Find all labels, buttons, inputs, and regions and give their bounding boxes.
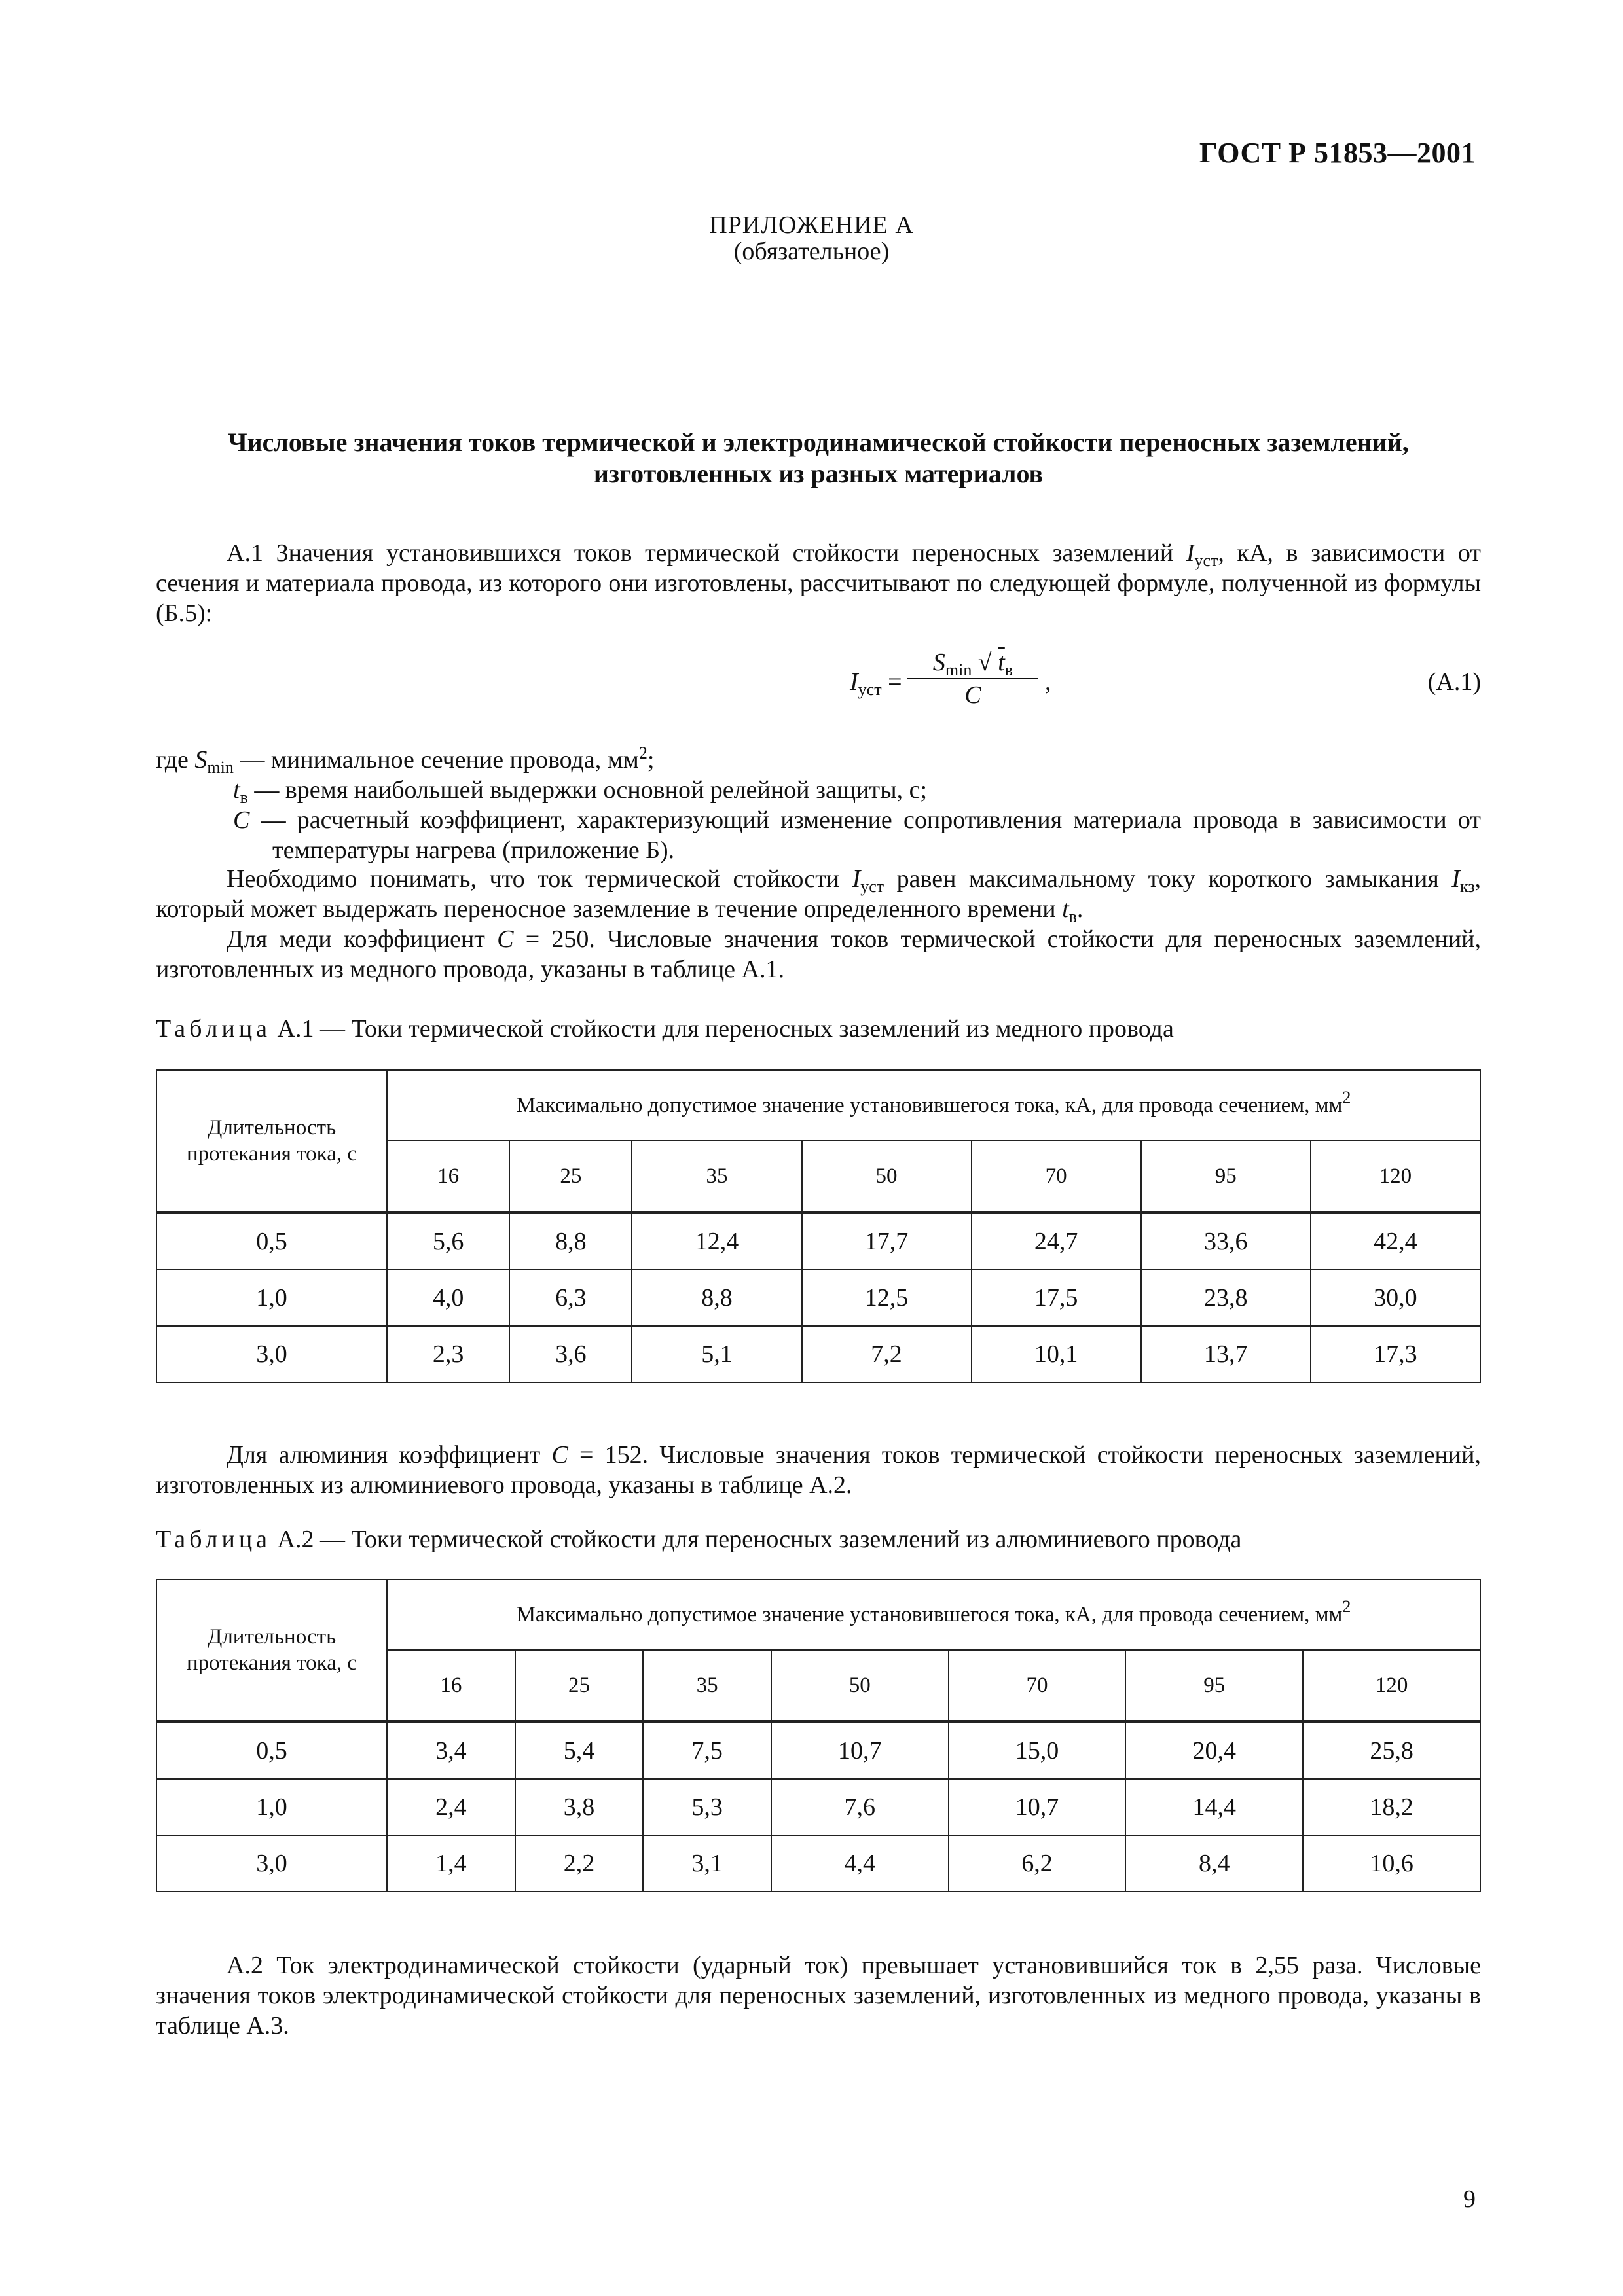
value-cell: 17,5 <box>972 1270 1141 1326</box>
section-header: 70 <box>949 1650 1126 1722</box>
table1-caption-word: Таблица <box>156 1015 272 1043</box>
understand-i-sub: уст <box>860 877 884 896</box>
value-cell: 5,4 <box>515 1722 644 1780</box>
value-cell: 17,7 <box>802 1213 972 1270</box>
formula-number: (А.1) <box>1427 668 1481 696</box>
understand-text-a: Необходимо понимать, что ток термической стойкости <box>227 865 852 893</box>
table2-caption <box>156 1525 1241 1554</box>
a2-text: А.2 Ток электродинамической стойкости (ударный ток) превышает установившийся ток в 2,55 раза. Числовые значения токов электродинамической стойкости для переносных заземлений, изготовленных из медного провода, указаны в таблице А.3. <box>156 1952 1481 2039</box>
table1-caption-text: А.1 — Токи термической стойкости для переносных заземлений из медного провода <box>271 1015 1174 1043</box>
value-cell: 4,0 <box>387 1270 509 1326</box>
def-t-text: — время наибольшей выдержки основной релейной защиты, с; <box>247 776 928 804</box>
section-header: 70 <box>972 1141 1141 1213</box>
value-cell: 3,6 <box>509 1326 632 1382</box>
paragraph-understand <box>156 864 1481 924</box>
value-cell: 3,8 <box>515 1779 644 1835</box>
value-cell: 6,3 <box>509 1270 632 1326</box>
def-s-symbol: S <box>194 746 208 774</box>
a1-text-start: А.1 Значения установившихся токов термической стойкости переносных заземлений <box>227 539 1186 567</box>
paragraph-aluminum <box>156 1440 1481 1500</box>
table2-caption-text: А.2 — Токи термической стойкости для переносных заземлений из алюминиевого провода <box>271 1526 1242 1553</box>
section-header: 120 <box>1303 1650 1480 1722</box>
value-cell: 17,3 <box>1311 1326 1480 1382</box>
understand-text-c: , который может выдержать переносное заземление в течение определенного времени <box>156 865 1481 923</box>
formula-num-t: t <box>998 649 1005 676</box>
value-cell: 7,2 <box>802 1326 972 1382</box>
def-s-text: — минимальное сечение провода, мм <box>233 746 639 774</box>
section-header: 50 <box>802 1141 972 1213</box>
def-t-sub: в <box>240 788 248 807</box>
definition-s <box>156 745 1481 775</box>
formula-fraction <box>907 648 1038 709</box>
def-c-text: — расчетный коэффициент, характеризующий изменение сопротивления материала провода в зависимости от температуры нагрева (приложение Б). <box>249 806 1481 864</box>
group-header <box>387 1579 1480 1650</box>
group-header <box>387 1070 1480 1141</box>
duration-cell: 3,0 <box>156 1835 387 1892</box>
formula-a1 <box>156 643 1481 715</box>
duration-cell: 1,0 <box>156 1270 387 1326</box>
formula-equals: = <box>881 668 902 696</box>
value-cell: 10,1 <box>972 1326 1141 1382</box>
value-cell: 12,5 <box>802 1270 972 1326</box>
def-s-sup: 2 <box>638 744 647 762</box>
value-cell: 30,0 <box>1311 1270 1480 1326</box>
understand-t-sub: в <box>1068 907 1077 926</box>
understand-ik-sub: кз <box>1459 877 1475 896</box>
value-cell: 23,8 <box>1141 1270 1311 1326</box>
formula-comma: , <box>1045 668 1051 696</box>
def-t-symbol: t <box>233 776 240 804</box>
section-header: 120 <box>1311 1141 1480 1213</box>
table-a2 <box>156 1579 1481 1892</box>
duration-cell: 3,0 <box>156 1326 387 1382</box>
formula-numerator <box>907 648 1038 679</box>
value-cell: 10,7 <box>771 1722 949 1780</box>
value-cell: 5,3 <box>643 1779 771 1835</box>
understand-text-d: . <box>1076 895 1084 923</box>
value-cell: 10,6 <box>1303 1835 1480 1892</box>
section-header: 95 <box>1125 1650 1303 1722</box>
title-line-2: изготовленных из разных материалов <box>593 459 1044 488</box>
formula-lhs <box>850 668 902 699</box>
value-cell: 1,4 <box>387 1835 515 1892</box>
table1-caption <box>156 1014 1174 1043</box>
section-header: 25 <box>515 1650 644 1722</box>
section-header: 16 <box>387 1650 515 1722</box>
table-row <box>156 1326 1480 1382</box>
a1-text-end: , кА, в зависимости от сечения и материала провода, из которого они изготовлены, рассчитывают по следующей формуле, полученной из формулы (Б.5): <box>156 539 1481 627</box>
table-a1 <box>156 1069 1481 1383</box>
group-header-sup: 2 <box>1342 1596 1351 1616</box>
paragraph-copper <box>156 924 1481 984</box>
sqrt-symbol: √ <box>972 649 998 676</box>
title-line-1: Числовые значения токов термической и электродинамической стойкости переносных заземлений, <box>228 427 1409 457</box>
duration-header: Длительность протекания тока, с <box>156 1579 387 1722</box>
value-cell: 24,7 <box>972 1213 1141 1270</box>
table-row <box>156 1722 1480 1780</box>
value-cell: 5,6 <box>387 1213 509 1270</box>
a1-symbol-i: I <box>1186 539 1195 567</box>
formula-lhs-sub: уст <box>858 680 882 699</box>
definitions <box>156 745 1481 865</box>
paragraph-a1 <box>156 538 1481 628</box>
value-cell: 3,4 <box>387 1722 515 1780</box>
formula-num-s-sub: min <box>945 660 972 679</box>
group-header-text: Максимально допустимое значение установившегося тока, кА, для провода сечением, мм <box>516 1602 1343 1626</box>
value-cell: 20,4 <box>1125 1722 1303 1780</box>
value-cell: 2,3 <box>387 1326 509 1382</box>
table-row <box>156 1213 1480 1270</box>
page-number: 9 <box>1463 2185 1476 2213</box>
appendix-label: ПРИЛОЖЕНИЕ А <box>709 211 914 239</box>
duration-cell: 0,5 <box>156 1213 387 1270</box>
value-cell: 33,6 <box>1141 1213 1311 1270</box>
value-cell: 5,1 <box>632 1326 801 1382</box>
value-cell: 13,7 <box>1141 1326 1311 1382</box>
value-cell: 2,4 <box>387 1779 515 1835</box>
table-row <box>156 1779 1480 1835</box>
value-cell: 15,0 <box>949 1722 1126 1780</box>
value-cell: 2,2 <box>515 1835 644 1892</box>
def-s-sub: min <box>207 758 234 777</box>
value-cell: 14,4 <box>1125 1779 1303 1835</box>
group-header-sup: 2 <box>1342 1087 1351 1107</box>
duration-cell: 1,0 <box>156 1779 387 1835</box>
table-row <box>156 1835 1480 1892</box>
formula-den-c: C <box>964 681 981 709</box>
formula-lhs-i: I <box>850 668 858 696</box>
value-cell: 8,8 <box>509 1213 632 1270</box>
formula-num-t-sub: в <box>1004 660 1013 679</box>
table-row <box>156 1270 1480 1326</box>
value-cell: 4,4 <box>771 1835 949 1892</box>
value-cell: 42,4 <box>1311 1213 1480 1270</box>
value-cell: 7,6 <box>771 1779 949 1835</box>
appendix-status: (обязательное) <box>733 238 890 265</box>
value-cell: 12,4 <box>632 1213 801 1270</box>
value-cell: 3,1 <box>643 1835 771 1892</box>
value-cell: 8,8 <box>632 1270 801 1326</box>
value-cell: 8,4 <box>1125 1835 1303 1892</box>
definitions-where: где <box>156 746 195 774</box>
def-s-end: ; <box>647 746 655 774</box>
paragraph-a2 <box>156 1950 1481 2041</box>
formula-num-s: S <box>932 649 945 676</box>
understand-ik: I <box>1451 865 1460 893</box>
value-cell: 18,2 <box>1303 1779 1480 1835</box>
section-header: 35 <box>643 1650 771 1722</box>
section-header: 35 <box>632 1141 801 1213</box>
section-header: 95 <box>1141 1141 1311 1213</box>
copper-text-b: = 250. Числовые значения токов термической стойкости для переносных заземлений, изготовленных из медного провода, указаны в таблице А.1. <box>156 925 1481 983</box>
duration-header: Длительность протекания тока, с <box>156 1070 387 1213</box>
appendix-title <box>157 427 1480 490</box>
value-cell: 7,5 <box>643 1722 771 1780</box>
formula-denominator <box>907 679 1038 709</box>
copper-c: C <box>497 925 514 953</box>
understand-text-b: равен максимальному току короткого замыкания <box>884 865 1452 893</box>
understand-t: t <box>1062 895 1069 923</box>
definition-t <box>156 775 1481 805</box>
aluminum-c: C <box>551 1441 568 1469</box>
section-header: 16 <box>387 1141 509 1213</box>
section-header: 50 <box>771 1650 949 1722</box>
copper-text-a: Для меди коэффициент <box>227 925 498 953</box>
aluminum-text-b: = 152. Числовые значения токов термической стойкости переносных заземлений, изготовленных из алюминиевого провода, указаны в таблице А.2. <box>156 1441 1481 1499</box>
group-header-text: Максимально допустимое значение установившегося тока, кА, для провода сечением, мм <box>516 1093 1343 1117</box>
understand-i: I <box>852 865 861 893</box>
a1-symbol-i-sub: уст <box>1194 551 1218 570</box>
definition-c <box>156 805 1481 865</box>
value-cell: 6,2 <box>949 1835 1126 1892</box>
value-cell: 10,7 <box>949 1779 1126 1835</box>
section-header: 25 <box>509 1141 632 1213</box>
value-cell: 25,8 <box>1303 1722 1480 1780</box>
standard-designation: ГОСТ Р 51853—2001 <box>1199 137 1476 169</box>
aluminum-text-a: Для алюминия коэффициент <box>227 1441 552 1469</box>
table2-caption-word: Таблица <box>156 1526 272 1553</box>
def-c-symbol: C <box>233 806 250 834</box>
duration-cell: 0,5 <box>156 1722 387 1780</box>
